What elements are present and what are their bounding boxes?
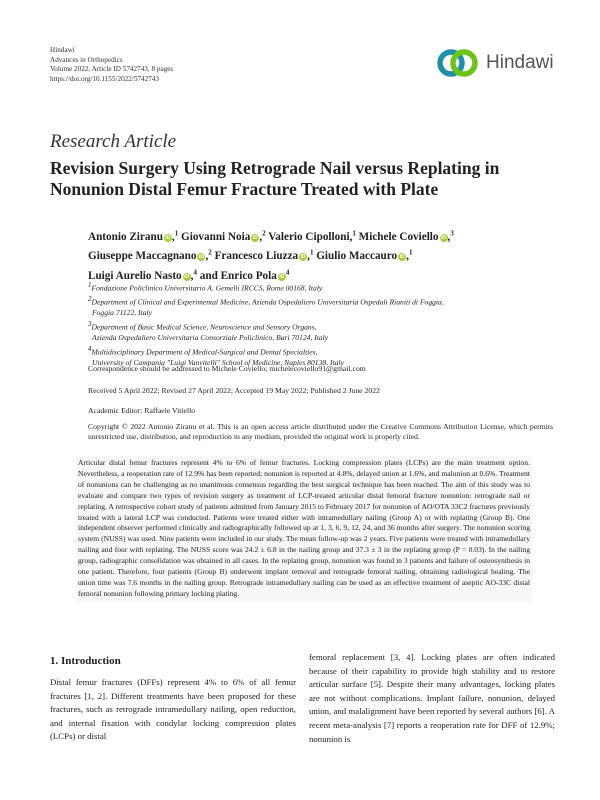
author-name: and Enrico Pola xyxy=(199,270,277,283)
affiliation-marker: 1 xyxy=(352,229,356,237)
author: Francesco Liuzza iD ,$^1$ xyxy=(214,248,314,263)
orcid-icon[interactable]: iD xyxy=(184,274,190,281)
affiliation-marker: 1 xyxy=(174,229,179,237)
affiliation-line xyxy=(88,333,548,344)
author-list xyxy=(88,225,558,284)
orcid-icon[interactable]: iD xyxy=(399,254,405,261)
orcid-icon[interactable]: iD xyxy=(300,254,306,261)
body-column-left: Distal femur fractures (DFFs) represent 4% to 6% of all femur fractures [1, 2]. Different treatments have been proposed for these fractures, such as retrograde intramedullary nailing, open reduction, and internal fixation with condylar locking compression plates (LCPs) or distal xyxy=(50,677,296,742)
journal-name: Advances in Orthopedics xyxy=(50,55,123,64)
hindawi-rings-icon xyxy=(436,48,480,78)
author-name: Michele Coviello xyxy=(358,230,439,243)
body-column-right: femoral replacement [3, 4]. Locking plates are often indicated because of their capability to provide high stability and to restore articular surface [5]. Despite their many advantages, locking plates are not without complications. Implant failure, nonunion, delayed union, and malalignment have been reported by several authors [6]. A recent meta-analysis [7] reports a reoperation rate for DFF of 12.9%; nonunion is xyxy=(309,652,555,744)
orcid-icon[interactable]: iD xyxy=(279,274,285,281)
affiliation-marker: 1 xyxy=(408,248,413,257)
journal-header xyxy=(50,46,173,84)
affiliation-marker: 2 xyxy=(208,248,212,257)
affiliation-text: Multidisciplinary Department of Medical-Surgical and Dental Specialties, xyxy=(91,347,318,357)
affiliation-marker: 4 xyxy=(285,268,290,277)
affiliation-number: 2 xyxy=(88,295,92,304)
author: Giulio Maccauro iD ,$^1$ xyxy=(316,248,413,263)
author-name: Giulio Maccauro xyxy=(316,250,398,263)
affiliations xyxy=(88,280,548,368)
affiliation-text: Department of Clinical and Experimental Medicine, Azienda Ospedaliero Universitaria Ospedali Riuniti di Foggia, xyxy=(91,297,444,307)
author-name: Luigi Aurelio Nasto xyxy=(88,270,182,283)
affiliation-text: University of Campania "Luigi Vanvitelli" School of Medicine, Naples 80138, Italy xyxy=(92,357,344,367)
volume-info: Volume 2022, Article ID 5742743, 8 pages xyxy=(50,65,174,74)
author-name: Valerio Cipolloni xyxy=(268,230,350,243)
publisher: Hindawi xyxy=(50,46,75,54)
doi-link[interactable]: https://doi.org/10.1155/2022/5742743 xyxy=(50,74,160,83)
copyright-notice: Copyright © 2022 Antonio Ziranu et al. This is an open access article distributed under the Creative Commons Attribution License, which permits unrestricted use, distribution, and reproduction in any medium, provided the original work is properly cited. xyxy=(88,422,553,442)
article-title: Revision Surgery Using Retrograde Nail versus Replating in Nonunion Distal Femur Fracture Treated with Plate xyxy=(50,158,500,199)
author-name: Francesco Liuzza xyxy=(214,250,299,263)
author-name: Antonio Ziranu xyxy=(88,230,163,243)
article-dates: Received 5 April 2022; Revised 27 April 2022; Accepted 19 May 2022; Published 2 June 2022 xyxy=(88,386,380,395)
affiliation-text: Foggia 71122, Italy xyxy=(92,308,152,318)
section-heading: 1. Introduction xyxy=(50,655,121,667)
affiliation-text: Department of Basic Medical Science, Neuroscience and Sensory Organs, xyxy=(91,322,317,332)
author: Luigi Aurelio Nasto iD ,$^4$ xyxy=(88,268,197,283)
article-type: Research Article xyxy=(50,131,177,152)
affiliation-text: Fondazione Policlinico Universitario A. Gemelli IRCCS, Rome 00168, Italy xyxy=(91,283,323,293)
author: Antonio Ziranu iD ,$^1$ xyxy=(88,229,179,243)
affiliation-line xyxy=(88,319,548,333)
orcid-icon[interactable]: iD xyxy=(441,234,447,241)
affiliation-line xyxy=(88,308,548,319)
author: Giovanni Noia iD ,$^2$ xyxy=(181,229,266,243)
affiliation-marker: 2 xyxy=(262,229,266,237)
affiliation-line xyxy=(88,280,548,294)
orcid-icon[interactable]: iD xyxy=(198,254,204,261)
author: Michele Coviello iD ,$^3$ xyxy=(358,229,454,243)
affiliation-line xyxy=(88,294,548,308)
affiliation-number: 4 xyxy=(88,344,92,353)
author: Giuseppe Maccagnano iD ,$^2$ xyxy=(88,248,212,263)
author-name: Giovanni Noia xyxy=(181,230,251,243)
affiliation-marker: 3 xyxy=(450,229,454,237)
affiliation-marker: 1 xyxy=(309,248,314,257)
author-name: Giuseppe Maccagnano xyxy=(88,250,197,263)
affiliation-number: 1 xyxy=(88,281,92,289)
affiliation-text: Azienda Ospedaliero Universitaria Consorziale Policlinico, Bari 70124, Italy xyxy=(92,332,329,342)
academic-editor: Academic Editor: Raffaele Vitiello xyxy=(88,406,196,415)
orcid-icon[interactable]: iD xyxy=(252,234,258,241)
hindawi-logo xyxy=(436,48,556,78)
affiliation-marker: 4 xyxy=(193,268,197,277)
affiliation-number: 3 xyxy=(88,319,92,328)
correspondence: Correspondence should be addressed to Michele Coviello; michelecoviello91@gmail.com xyxy=(88,364,366,373)
affiliation-line xyxy=(88,344,548,358)
orcid-icon[interactable]: iD xyxy=(165,234,171,241)
author: Valerio Cipolloni,$^1$ xyxy=(268,229,356,243)
abstract: Articular distal femur fractures represent 4% to 6% of femur fractures. Locking compression plates (LCPs) are the main treatment option. Nevertheless, a reoperation rate of 12.9% has been reported; nonunion is reported at 4.8%, delayed union at 1.6%, and malunion at 0.6%. Treatment of nonunions can be challenging as no unanimous consensus regarding the best surgical technique has been reached. The aim of this study was to evaluate and compare two types of revision surgery as treatment of LCP-treated articular distal femoral fracture nonunion: retrograde nail or replating. A retrospective cohort study of patients admitted from January 2015 to February 2017 for nonunion of AO/OTA 33C2 fractures previously treated with a lateral LCP was conducted. Patients were treated either with intramedullary nailing (Group A) or with replating (Group B). One independent observer performed clinically and radiographically followed up at 1, 3, 6, 9, 12, 24, and 36 months after surgery. The nonunion scoring system (NUSS) was used. Nine patients were included in our study. The mean follow-up was 2 years. Five patients were treated with intramedullary nailing and four with replating. The NUSS score was 24.2 ± 6.8 in the nailing group and 37.3 ± 3 in the replating group (P = 0.03). In the nailing group, radiographic consolidation was obtained in all cases. In the replating group, nonunion was found in 3 patients and failure of osteosynthesis in one patient. Therefore, four patients (Group B) underwent implant removal and retrograde femoral nailing, obtaining radiological healing. The union time was 7.6 months in the nailing group. Retrograde intramedullary nailing can be used as an effective treatment of aseptic AO-33C distal femoral nonunion following primary locking plating. xyxy=(76,456,532,602)
logo-text: Hindawi xyxy=(486,52,554,73)
